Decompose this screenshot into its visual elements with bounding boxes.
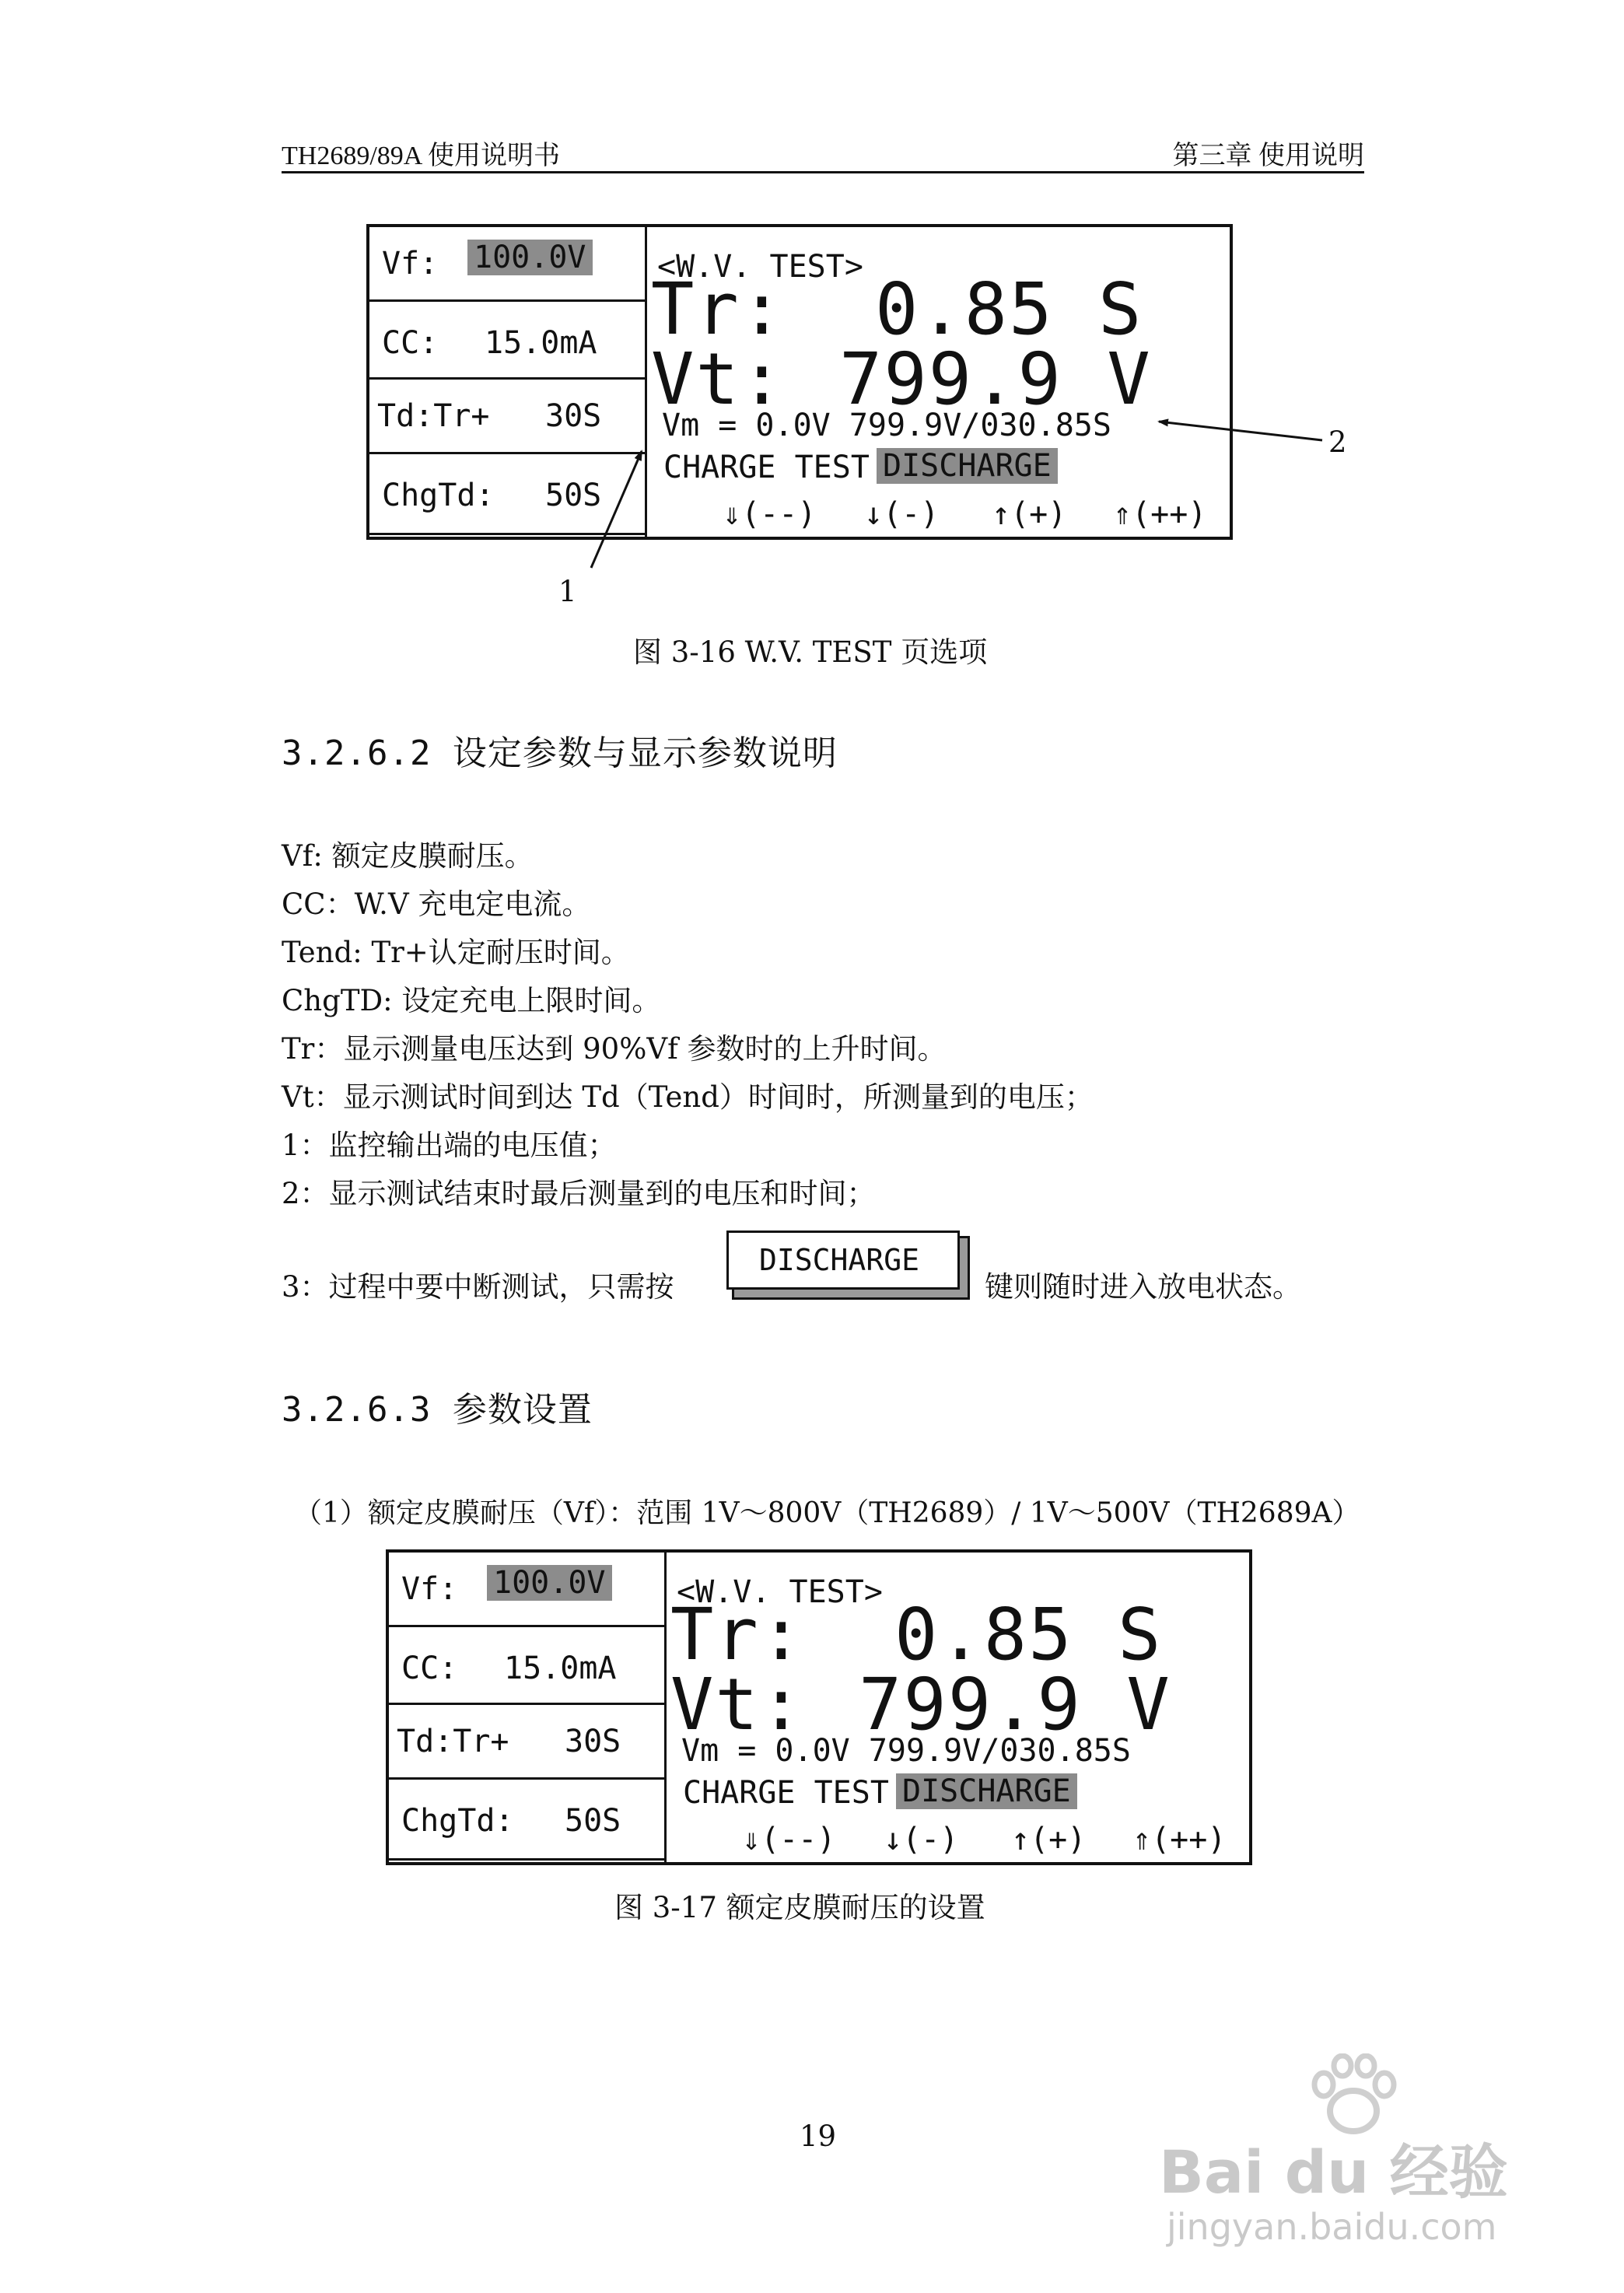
desc-tend: Tend: Tr+认定耐压时间。 — [282, 936, 630, 969]
vf-value: 100.0V — [487, 1565, 612, 1601]
td-value: 30S — [565, 1724, 621, 1759]
vf-value: 100.0V — [467, 240, 593, 275]
vt-label: Vt: — [670, 1663, 805, 1746]
charge-test-option[interactable]: CHARGE TEST — [663, 450, 870, 485]
tr-value: 0.85 S — [894, 1593, 1163, 1676]
watermark-url: jingyan.baidu.com — [1167, 2206, 1497, 2248]
param-vf-range: （1）额定皮膜耐压（Vf）：范围 1V～800V（TH2689）/ 1V～500V（TH2689A） — [294, 1497, 1360, 1529]
vf-cell — [389, 1553, 664, 1627]
callout-arrow-1 — [591, 451, 642, 568]
screen-title: <W.V. TEST> — [677, 1574, 883, 1610]
desc-1: 1：监控输出端的电压值； — [282, 1129, 617, 1162]
section-heading-3-2-6-2: 3.2.6.2 设定参数与显示参数说明 — [282, 733, 838, 773]
tr-value: 0.85 S — [875, 268, 1143, 351]
desc-chgtd: ChgTD: 设定充电上限时间。 — [282, 984, 661, 1017]
chgtd-value: 50S — [545, 478, 602, 513]
discharge-option[interactable]: DISCHARGE — [896, 1773, 1077, 1809]
softkey-down-fast[interactable]: ⇓(--) — [723, 496, 817, 532]
softkey-up-fast[interactable]: ⇑(++) — [1113, 496, 1207, 532]
chgtd-label: ChgTd: — [382, 478, 495, 513]
softkey-up[interactable]: ↑(+) — [1011, 1822, 1087, 1857]
desc-3-before: 3：过程中要中断测试，只需按 — [282, 1270, 674, 1304]
vm-readout: Vm = 0.0V 799.9V/030.85S — [662, 408, 1111, 443]
desc-2: 2：显示测试结束时最后测量到的电压和时间； — [282, 1177, 876, 1210]
baidu-watermark — [1159, 2053, 1594, 2256]
desc-cc: CC：W.V 充电定电流。 — [282, 887, 591, 921]
vt-value: 799.9 V — [839, 338, 1152, 421]
tr-label: Tr: — [651, 268, 786, 351]
figure-caption-3-17: 图 3-17 额定皮膜耐压的设置 — [614, 1891, 985, 1924]
desc-vf: Vf: 额定皮膜耐压。 — [282, 839, 534, 873]
softkey-up-fast[interactable]: ⇑(++) — [1132, 1822, 1227, 1857]
chgtd-label: ChgTd: — [401, 1803, 514, 1839]
chgtd-cell — [389, 1780, 664, 1861]
section-heading-3-2-6-3: 3.2.6.3 参数设置 — [282, 1390, 593, 1430]
callout-label-2: 2 — [1328, 425, 1347, 459]
cc-label: CC: — [401, 1651, 458, 1686]
desc-3-after: 键则随时进入放电状态。 — [985, 1270, 1301, 1304]
softkey-down[interactable]: ↓(-) — [864, 496, 940, 532]
figure-caption-3-16: 图 3-16 W.V. TEST 页选项 — [633, 635, 988, 669]
screen-title: <W.V. TEST> — [657, 249, 863, 285]
cc-value: 15.0mA — [504, 1651, 617, 1686]
header-left: TH2689/89A 使用说明书 — [282, 142, 560, 170]
panel-divider — [664, 1553, 667, 1862]
softkey-down[interactable]: ↓(-) — [884, 1822, 959, 1857]
lcd-screen-fig-3-17 — [386, 1549, 1252, 1865]
tr-label: Tr: — [670, 1593, 805, 1676]
vt-label: Vt: — [651, 338, 786, 421]
td-cell — [389, 1705, 664, 1780]
vf-label: Vf: — [382, 246, 439, 282]
vf-label: Vf: — [401, 1571, 458, 1607]
chgtd-value: 50S — [565, 1803, 621, 1839]
desc-tr: Tr：显示测量电压达到 90%Vf 参数时的上升时间。 — [282, 1032, 947, 1066]
callout-arrows — [0, 0, 1624, 700]
td-label: Td:Tr+ — [377, 398, 490, 434]
softkey-down-fast[interactable]: ⇓(--) — [742, 1822, 836, 1857]
vt-value: 799.9 V — [859, 1663, 1171, 1746]
td-value: 30S — [545, 398, 602, 434]
discharge-option[interactable]: DISCHARGE — [877, 448, 1058, 484]
cc-label: CC: — [382, 325, 439, 361]
softkey-up[interactable]: ↑(+) — [992, 496, 1067, 532]
header-right: 第三章 使用说明 — [1172, 142, 1364, 170]
callout-arrow-2 — [1159, 422, 1322, 440]
cc-cell — [389, 1627, 664, 1705]
cc-value: 15.0mA — [485, 325, 597, 361]
vm-readout: Vm = 0.0V 799.9V/030.85S — [681, 1733, 1131, 1769]
callout-label-1: 1 — [558, 575, 577, 608]
td-label: Td:Tr+ — [397, 1724, 509, 1759]
charge-test-option[interactable]: CHARGE TEST — [683, 1775, 889, 1811]
desc-vt: Vt：显示测试时间到达 Td（Tend）时间时，所测量到的电压； — [282, 1080, 1094, 1114]
page-number: 19 — [800, 2120, 837, 2153]
discharge-key-illustration: DISCHARGE — [726, 1231, 960, 1290]
watermark-brand: Bai du 经验 — [1159, 2137, 1508, 2207]
